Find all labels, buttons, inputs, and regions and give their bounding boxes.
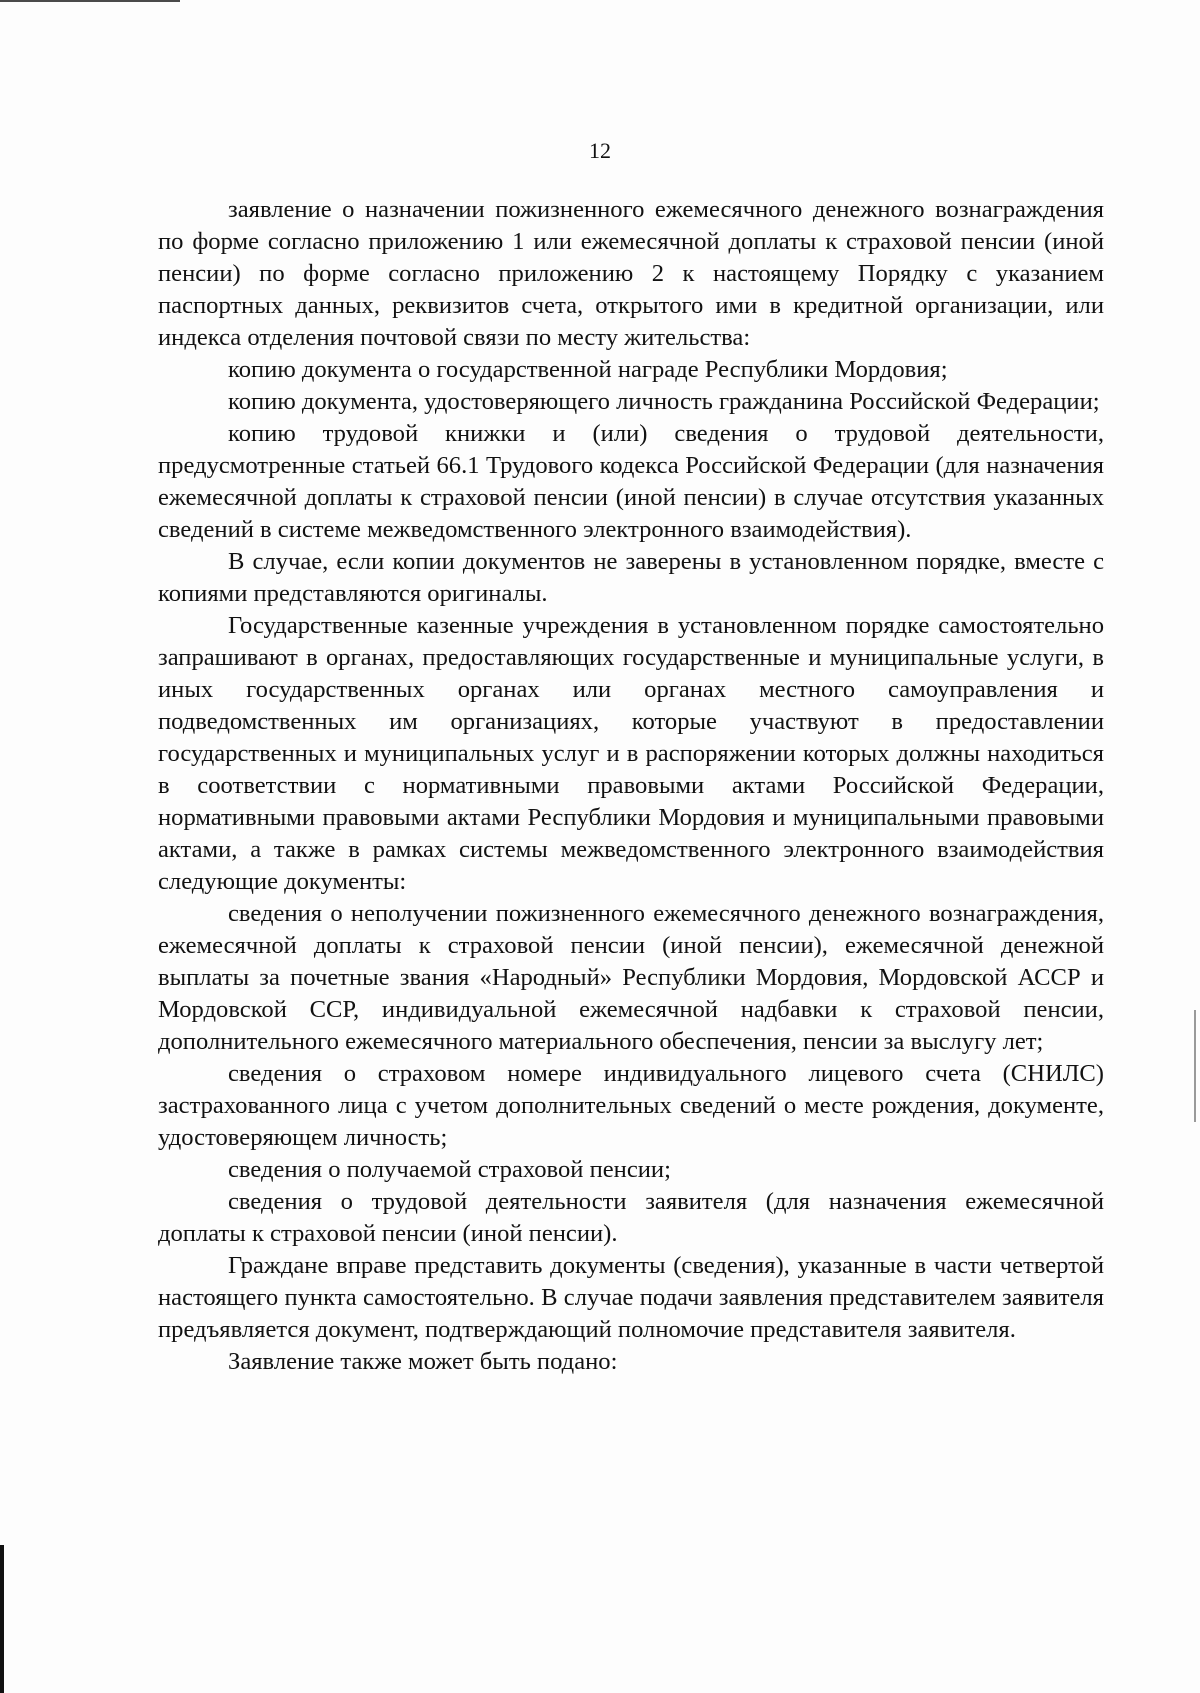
paragraph-work-record: копию трудовой книжки и (или) сведения о трудовой деятельности, предусмотренные статьей 66.1 Трудового кодекса Российской Федерации (для назначения ежемесячной доплаты к страховой пенсии (иной пенсии) в случае отсутствия указанных сведений в системе межведомственного электронного взаимодействия). [158, 420, 1104, 543]
paragraph-id-copy: копию документа, удостоверяющего личность гражданина Российской Федерации; [228, 388, 1100, 415]
paragraph-institutions-request: Государственные казенные учреждения в установленном порядке самостоятельно запрашивают в органах, предоставляющих государственные и муниципальные услуги, в иных государственных органах или органах местного самоуправления и подведомственных им организациях, которые участвуют в предоставлении государственных и муниципальных услуг и в распоряжении которых должны находиться в соответствии с нормативными правовыми актами Российской Федерации, нормативными правовыми актами Республики Мордовия и муниципальными правовыми актами, а также в рамках системы межведомственного электронного взаимодействия следующие документы: [158, 612, 1104, 895]
paragraph-pension: сведения о получаемой страховой пенсии; [228, 1156, 671, 1183]
page-number: 12 [589, 138, 611, 163]
paragraph-citizens-right: Граждане вправе представить документы (сведения), указанные в части четвертой настоящего пункта самостоятельно. В случае подачи заявления представителем заявителя предъявляется документ, подтверждающий полномочие представителя заявителя. [158, 1252, 1104, 1343]
scan-artifact-right [1194, 1010, 1196, 1122]
paragraph-non-receipt: сведения о неполучении пожизненного ежемесячного денежного вознаграждения, ежемесячной доплаты к страховой пенсии (иной пенсии), ежемесячной денежной выплаты за почетные звания «Народный» Республики Мордовия, Мордовской АССР и Мордовской ССР, индивидуальной ежемесячной надбавки к страховой пенсии, дополнительного ежемесячного материального обеспечения, пенсии за выслугу лет; [158, 900, 1104, 1055]
scan-artifact-left [0, 1545, 4, 1693]
scan-artifact-top [0, 0, 180, 2]
paragraph-application: заявление о назначении пожизненного ежемесячного денежного вознаграждения по форме согласно приложению 1 или ежемесячной доплаты к страховой пенсии (иной пенсии) по форме согласно приложению 2 к настоящему Порядку с указанием паспортных данных, реквизитов счета, открытого ими в кредитной организации, или индекса отделения почтовой связи по месту жительства: [158, 196, 1104, 351]
document-body [158, 194, 1104, 1378]
paragraph-labor-activity: сведения о трудовой деятельности заявителя (для назначения ежемесячной доплаты к страховой пенсии (иной пенсии). [158, 1188, 1104, 1247]
paragraph-submission: Заявление также может быть подано: [228, 1348, 618, 1375]
paragraph-award-copy: копию документа о государственной награде Республики Мордовия; [228, 356, 948, 383]
paragraph-originals: В случае, если копии документов не заверены в установленном порядке, вместе с копиями представляются оригиналы. [158, 548, 1104, 607]
paragraph-snils: сведения о страховом номере индивидуального лицевого счета (СНИЛС) застрахованного лица с учетом дополнительных сведений о месте рождения, документе, удостоверяющем личность; [158, 1060, 1104, 1151]
